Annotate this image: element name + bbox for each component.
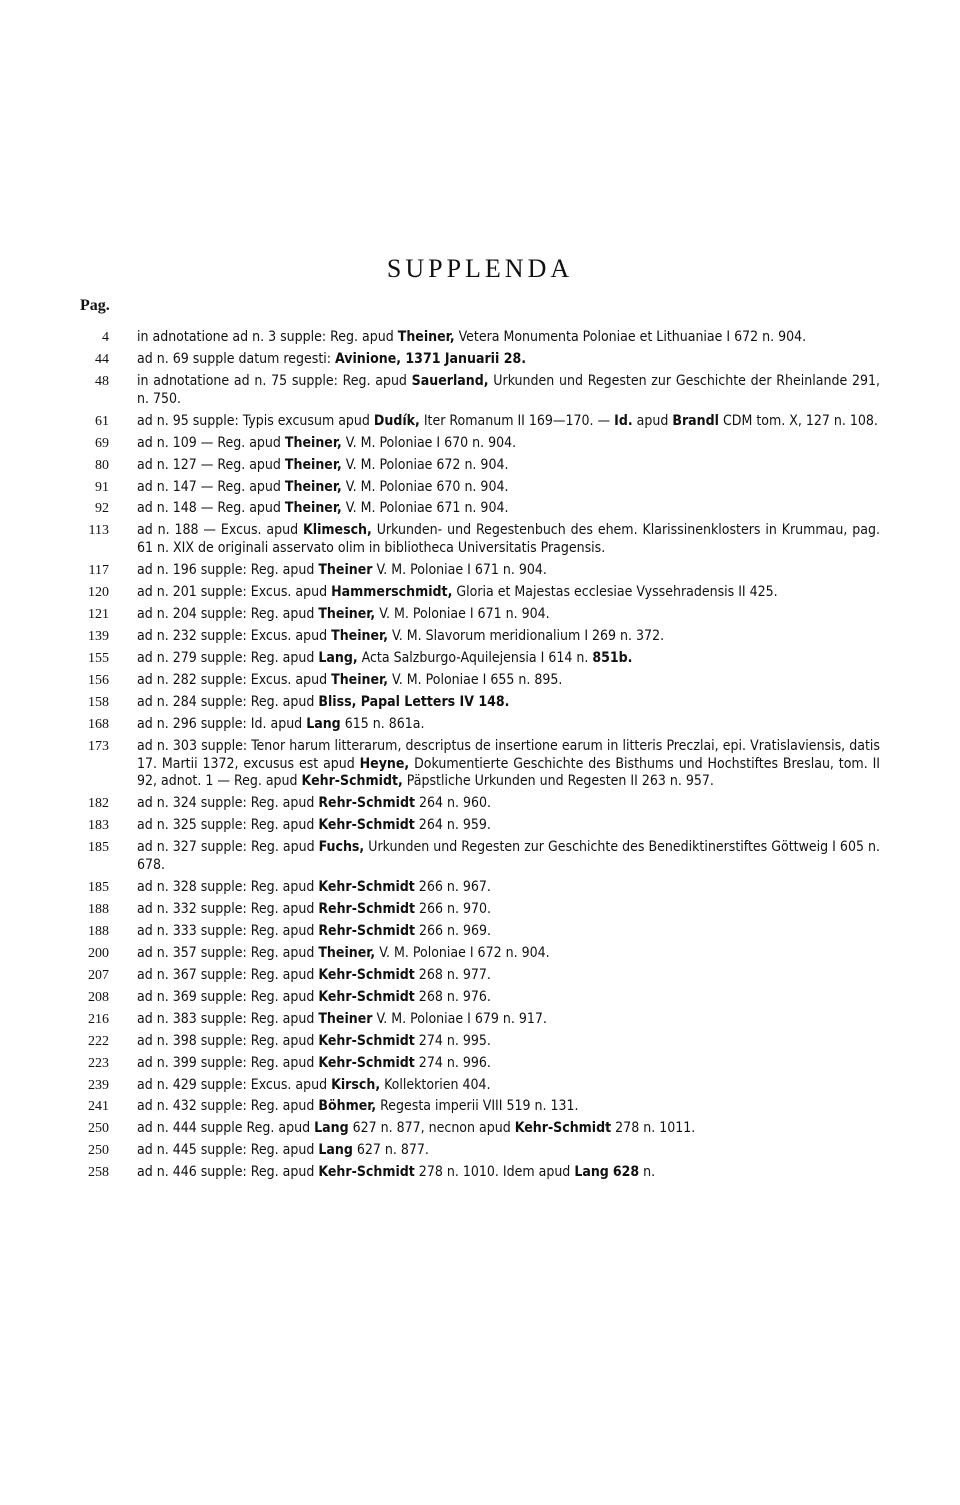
entry-text [137, 694, 880, 712]
text-fragment: ad n. 357 supple: Reg. apud [137, 944, 319, 961]
author-name: Fuchs, [318, 839, 365, 856]
page-reference: 61 [95, 413, 109, 429]
text-fragment: ad n. 327 supple: Reg. apud [137, 839, 319, 856]
author-name: Theiner, [318, 606, 376, 623]
text-fragment: ad n. 201 supple: Excus. apud [137, 584, 332, 601]
page-reference: 44 [95, 351, 109, 367]
text-fragment: 274 n. 995. [414, 1032, 491, 1049]
text-fragment: in adnotatione ad n. 75 supple: Reg. apud [137, 372, 412, 389]
author-name: Kehr-Schmidt [318, 988, 415, 1005]
text-fragment: V. M. Poloniae I 671 n. 904. [375, 606, 550, 623]
text-fragment: Urkunden und Regesten zur Geschichte der Rheinlande 291, n. 750. [137, 372, 880, 407]
text-fragment: Acta Salzburgo-Aquilejensia I 614 n. [357, 649, 593, 666]
text-fragment: ad n. 109 — Reg. apud [137, 434, 285, 451]
supplenda-entry [0, 738, 960, 791]
author-name: Theiner [318, 562, 373, 579]
text-fragment: 274 n. 996. [414, 1054, 491, 1071]
text-fragment: 264 n. 959. [414, 817, 491, 834]
author-name: Theiner, [284, 478, 342, 495]
page-reference: 139 [88, 629, 109, 644]
text-fragment: ad n. 446 supple: Reg. apud [137, 1164, 319, 1181]
text-fragment: apud [632, 412, 673, 429]
text-fragment: 266 n. 970. [414, 900, 492, 917]
entry-text [137, 901, 880, 919]
page-reference: 183 [88, 818, 109, 834]
text-fragment: V. M. Poloniae 671 n. 904. [341, 500, 509, 517]
text-fragment: ad n. 69 supple datum regesti: [137, 350, 336, 367]
page-reference: 258 [88, 1165, 109, 1181]
entry-text [137, 1142, 880, 1160]
supplenda-entry [0, 989, 960, 1007]
page-reference: 239 [88, 1077, 109, 1093]
supplenda-entry [0, 435, 960, 453]
supplenda-entry [0, 1011, 960, 1029]
text-fragment: 278 n. 1010. Idem apud [414, 1164, 575, 1181]
author-name: Böhmer, [318, 1098, 377, 1115]
text-fragment: ad n. 232 supple: Excus. apud [137, 628, 332, 644]
page-reference: 241 [88, 1099, 109, 1115]
page-reference: 208 [88, 989, 109, 1005]
page-reference: 69 [95, 435, 109, 451]
author-name: Rehr-Schmidt [318, 900, 415, 917]
text-fragment: ad n. 196 supple: Reg. apud [137, 562, 319, 579]
author-name: Lang, [318, 649, 358, 666]
author-name: 851b. [592, 649, 633, 666]
page-reference: 185 [88, 840, 109, 856]
page-reference: 117 [88, 563, 109, 579]
supplenda-entry [0, 817, 960, 835]
text-fragment: in adnotatione ad n. 3 supple: Reg. apud [137, 329, 398, 345]
text-fragment: V. M. Poloniae 670 n. 904. [341, 478, 509, 495]
author-name: Theiner, [318, 944, 376, 961]
author-name: Theiner, [331, 671, 388, 688]
entry-text [137, 500, 880, 518]
page-reference: 182 [88, 796, 109, 812]
author-name: Kehr-Schmidt [318, 817, 415, 834]
text-fragment: 266 n. 969. [414, 922, 492, 939]
page-reference: 158 [88, 694, 109, 710]
author-name: Theiner, [284, 456, 342, 473]
entry-text [137, 923, 880, 941]
page-reference: 120 [88, 585, 109, 601]
entry-text [137, 817, 880, 835]
supplenda-entry [0, 1120, 960, 1138]
author-name: Avinione, 1371 Januarii 28. [335, 350, 527, 367]
text-fragment: 627 n. 877. [352, 1142, 429, 1159]
text-fragment: 268 n. 976. [414, 988, 491, 1005]
page-reference: 207 [88, 967, 109, 983]
supplenda-entry [0, 716, 960, 734]
entry-text [137, 373, 880, 408]
page-reference: 80 [95, 457, 109, 473]
supplenda-entry [0, 584, 960, 602]
supplenda-entry [0, 945, 960, 963]
entry-text [137, 1164, 880, 1182]
text-fragment: V. M. Poloniae I 655 n. 895. [387, 671, 563, 688]
page-reference: 188 [88, 901, 109, 917]
text-fragment: ad n. 369 supple: Reg. apud [137, 988, 319, 1005]
text-fragment: Urkunden- und Regestenbuch des ehem. Klarissinenklosters in Krummau, pag. 61 n. XIX de originali asservato olim in bibliotheca Universitatis Pragensis. [137, 522, 880, 557]
entry-text [137, 1077, 880, 1095]
page-reference: 173 [88, 738, 109, 754]
author-name: Kehr-Schmidt [318, 1164, 415, 1181]
entry-text [137, 795, 880, 813]
author-name: Theiner [318, 1010, 373, 1027]
supplenda-entry [0, 413, 960, 431]
text-fragment: V. M. Poloniae 672 n. 904. [341, 456, 509, 473]
author-name: Brandl [672, 412, 719, 429]
entry-text [137, 672, 880, 690]
supplenda-entry [0, 694, 960, 712]
supplenda-entry [0, 351, 960, 369]
text-fragment: Urkunden und Regesten zur Geschichte des Benediktinerstiftes Göttweig I 605 n. 678. [137, 839, 880, 873]
author-name: Theiner, [331, 628, 388, 644]
text-fragment: Vetera Monumenta Poloniae et Lithuaniae I 672 n. 904. [454, 329, 807, 345]
text-fragment: 627 n. 877, necnon apud [348, 1120, 515, 1137]
entry-text [137, 1120, 880, 1138]
page-reference: 250 [88, 1143, 109, 1159]
page-column-header: Pag. [80, 297, 110, 314]
supplenda-entry [0, 457, 960, 475]
entry-text [137, 351, 880, 369]
page-reference: 4 [102, 330, 109, 345]
author-name: Lang [574, 1164, 609, 1181]
author-name: Kehr-Schmidt [318, 1054, 415, 1071]
text-fragment: 278 n. 1011. [611, 1120, 696, 1137]
supplenda-entry [0, 672, 960, 690]
entry-text [137, 457, 880, 475]
author-name: Kehr-Schmidt, [301, 773, 403, 790]
author-name: Theiner, [397, 329, 455, 345]
author-name: Rehr-Schmidt [318, 795, 415, 812]
author-name: Kirsch, [331, 1076, 381, 1093]
text-fragment: 266 n. 967. [414, 878, 491, 895]
entry-text [137, 606, 880, 624]
supplenda-entry [0, 606, 960, 624]
author-name: Heyne, [359, 755, 410, 772]
author-name: Sauerland, [411, 372, 489, 389]
text-fragment: ad n. 432 supple: Reg. apud [137, 1098, 319, 1115]
text-fragment: Regesta imperii VIII 519 n. 131. [376, 1098, 579, 1115]
page-reference: 121 [88, 607, 109, 623]
text-fragment: Gloria et Majestas ecclesiae Vyssehradensis II 425. [452, 584, 778, 601]
entry-text [137, 879, 880, 897]
author-name: Lang [318, 1142, 353, 1159]
page-title: SUPPLENDA [386, 254, 574, 284]
entry-text [137, 1033, 880, 1051]
author-name: Kehr-Schmidt [318, 878, 415, 895]
author-name: Lang [314, 1120, 349, 1137]
supplenda-entry [0, 901, 960, 919]
text-fragment: ad n. 147 — Reg. apud [137, 478, 285, 495]
page-reference: 48 [95, 373, 109, 389]
entry-text [137, 989, 880, 1007]
page-reference: 185 [88, 879, 109, 895]
text-fragment: Kollektorien 404. [380, 1076, 491, 1093]
entry-text [137, 1055, 880, 1073]
text-fragment: n. [639, 1164, 656, 1181]
page-reference: 168 [88, 716, 109, 732]
page-reference: 113 [88, 523, 109, 539]
text-fragment: ad n. 279 supple: Reg. apud [137, 649, 319, 666]
author-name: Theiner, [284, 500, 342, 517]
entry-text [137, 562, 880, 580]
text-fragment: ad n. 429 supple: Excus. apud [137, 1076, 332, 1093]
entry-text [137, 839, 880, 874]
text-fragment: ad n. 303 supple: Tenor harum litterarum, descriptus de insertione earum in litteris Preczlai, epi. Vratislaviensis, datis 17. Martii 1372, excusus est apud [137, 737, 880, 772]
supplenda-entry [0, 522, 960, 557]
supplenda-entry [0, 562, 960, 580]
supplenda-entry [0, 1142, 960, 1160]
author-name: Rehr-Schmidt [318, 922, 415, 939]
text-fragment: ad n. 188 — Excus. apud [137, 522, 304, 539]
text-fragment: ad n. 445 supple: Reg. apud [137, 1142, 319, 1159]
page-reference: 223 [88, 1055, 109, 1071]
text-fragment: ad n. 328 supple: Reg. apud [137, 878, 319, 895]
page-reference: 200 [88, 945, 109, 961]
text-fragment: Dokumentierte Geschichte des Bisthums und Hochstiftes Breslau, tom. II 92, adnot. 1 — Reg. apud [137, 755, 880, 790]
supplenda-entry [0, 923, 960, 941]
author-name: Kehr-Schmidt [514, 1120, 612, 1137]
supplenda-entry [0, 1055, 960, 1073]
supplenda-entry [0, 329, 960, 347]
text-fragment: ad n. 398 supple: Reg. apud [137, 1032, 319, 1049]
supplenda-entry [0, 479, 960, 497]
author-name: Dudík, [373, 412, 420, 429]
entry-text [137, 650, 880, 668]
text-fragment: ad n. 296 supple: Id. apud [137, 715, 307, 732]
page-reference: 250 [88, 1121, 109, 1137]
text-fragment: ad n. 325 supple: Reg. apud [137, 817, 319, 834]
text-fragment: ad n. 282 supple: Excus. apud [137, 671, 332, 688]
text-fragment: ad n. 367 supple: Reg. apud [137, 966, 319, 983]
text-fragment: ad n. 127 — Reg. apud [137, 456, 285, 473]
author-name: Hammerschmidt, [331, 584, 453, 601]
author-name: Theiner, [284, 434, 342, 451]
text-fragment: 615 n. 861a. [340, 715, 425, 732]
entry-text [137, 945, 880, 963]
author-name: Id. [614, 412, 633, 429]
supplenda-entry [0, 1164, 960, 1182]
page-reference: 222 [88, 1033, 109, 1049]
author-name: 628 [612, 1164, 640, 1181]
supplenda-entry [0, 839, 960, 874]
supplenda-entry [0, 967, 960, 985]
text-fragment: 264 n. 960. [414, 795, 492, 812]
author-name: Kehr-Schmidt [318, 1032, 415, 1049]
supplenda-list [0, 329, 960, 1186]
supplenda-entry [0, 1077, 960, 1095]
page-reference: 156 [88, 672, 109, 688]
text-fragment: ad n. 332 supple: Reg. apud [137, 900, 319, 917]
entry-text [137, 967, 880, 985]
author-name: Lang [306, 715, 341, 732]
entry-text [137, 628, 880, 646]
page-reference: 188 [88, 923, 109, 939]
entry-text [137, 584, 880, 602]
page-reference: 155 [88, 650, 109, 666]
entry-text [137, 329, 880, 347]
supplenda-entry [0, 879, 960, 897]
text-fragment: V. M. Poloniae I 672 n. 904. [375, 944, 550, 961]
page-reference: 216 [88, 1011, 109, 1027]
supplenda-entry [0, 373, 960, 408]
supplenda-entry [0, 1033, 960, 1051]
entry-text [137, 522, 880, 557]
text-fragment: ad n. 444 supple Reg. apud [137, 1120, 315, 1137]
text-fragment: ad n. 204 supple: Reg. apud [137, 606, 319, 623]
supplenda-entry [0, 650, 960, 668]
supplenda-entry [0, 795, 960, 813]
entry-text [137, 435, 880, 453]
text-fragment: 268 n. 977. [414, 966, 491, 983]
page-reference: 91 [95, 479, 109, 495]
text-fragment: Päpstliche Urkunden und Regesten II 263 n. 957. [402, 773, 714, 790]
author-name: Klimesch, [303, 522, 372, 539]
author-name: Bliss, Papal Letters IV 148. [318, 693, 510, 710]
entry-text [137, 738, 880, 791]
text-fragment: ad n. 324 supple: Reg. apud [137, 795, 319, 812]
entry-text [137, 413, 880, 431]
supplenda-entry [0, 628, 960, 646]
text-fragment: V. M. Poloniae I 670 n. 904. [341, 434, 517, 451]
page-reference: 92 [95, 501, 109, 517]
text-fragment: V. M. Poloniae I 679 n. 917. [372, 1010, 547, 1027]
entry-text [137, 1098, 880, 1116]
entry-text [137, 479, 880, 497]
supplenda-entry [0, 500, 960, 518]
text-fragment: Iter Romanum II 169—170. — [419, 412, 615, 429]
author-name: Kehr-Schmidt [318, 966, 415, 983]
text-fragment: ad n. 383 supple: Reg. apud [137, 1010, 319, 1027]
text-fragment: ad n. 95 supple: Typis excusum apud [137, 412, 374, 429]
text-fragment: ad n. 148 — Reg. apud [137, 500, 285, 517]
supplenda-entry [0, 1098, 960, 1116]
text-fragment: ad n. 284 supple: Reg. apud [137, 693, 319, 710]
text-fragment: V. M. Poloniae I 671 n. 904. [372, 562, 547, 579]
text-fragment: ad n. 333 supple: Reg. apud [137, 922, 319, 939]
text-fragment: ad n. 399 supple: Reg. apud [137, 1054, 319, 1071]
text-fragment: V. M. Slavorum meridionalium I 269 n. 372. [387, 628, 665, 644]
entry-text [137, 716, 880, 734]
text-fragment: CDM tom. X, 127 n. 108. [718, 412, 878, 429]
entry-text [137, 1011, 880, 1029]
